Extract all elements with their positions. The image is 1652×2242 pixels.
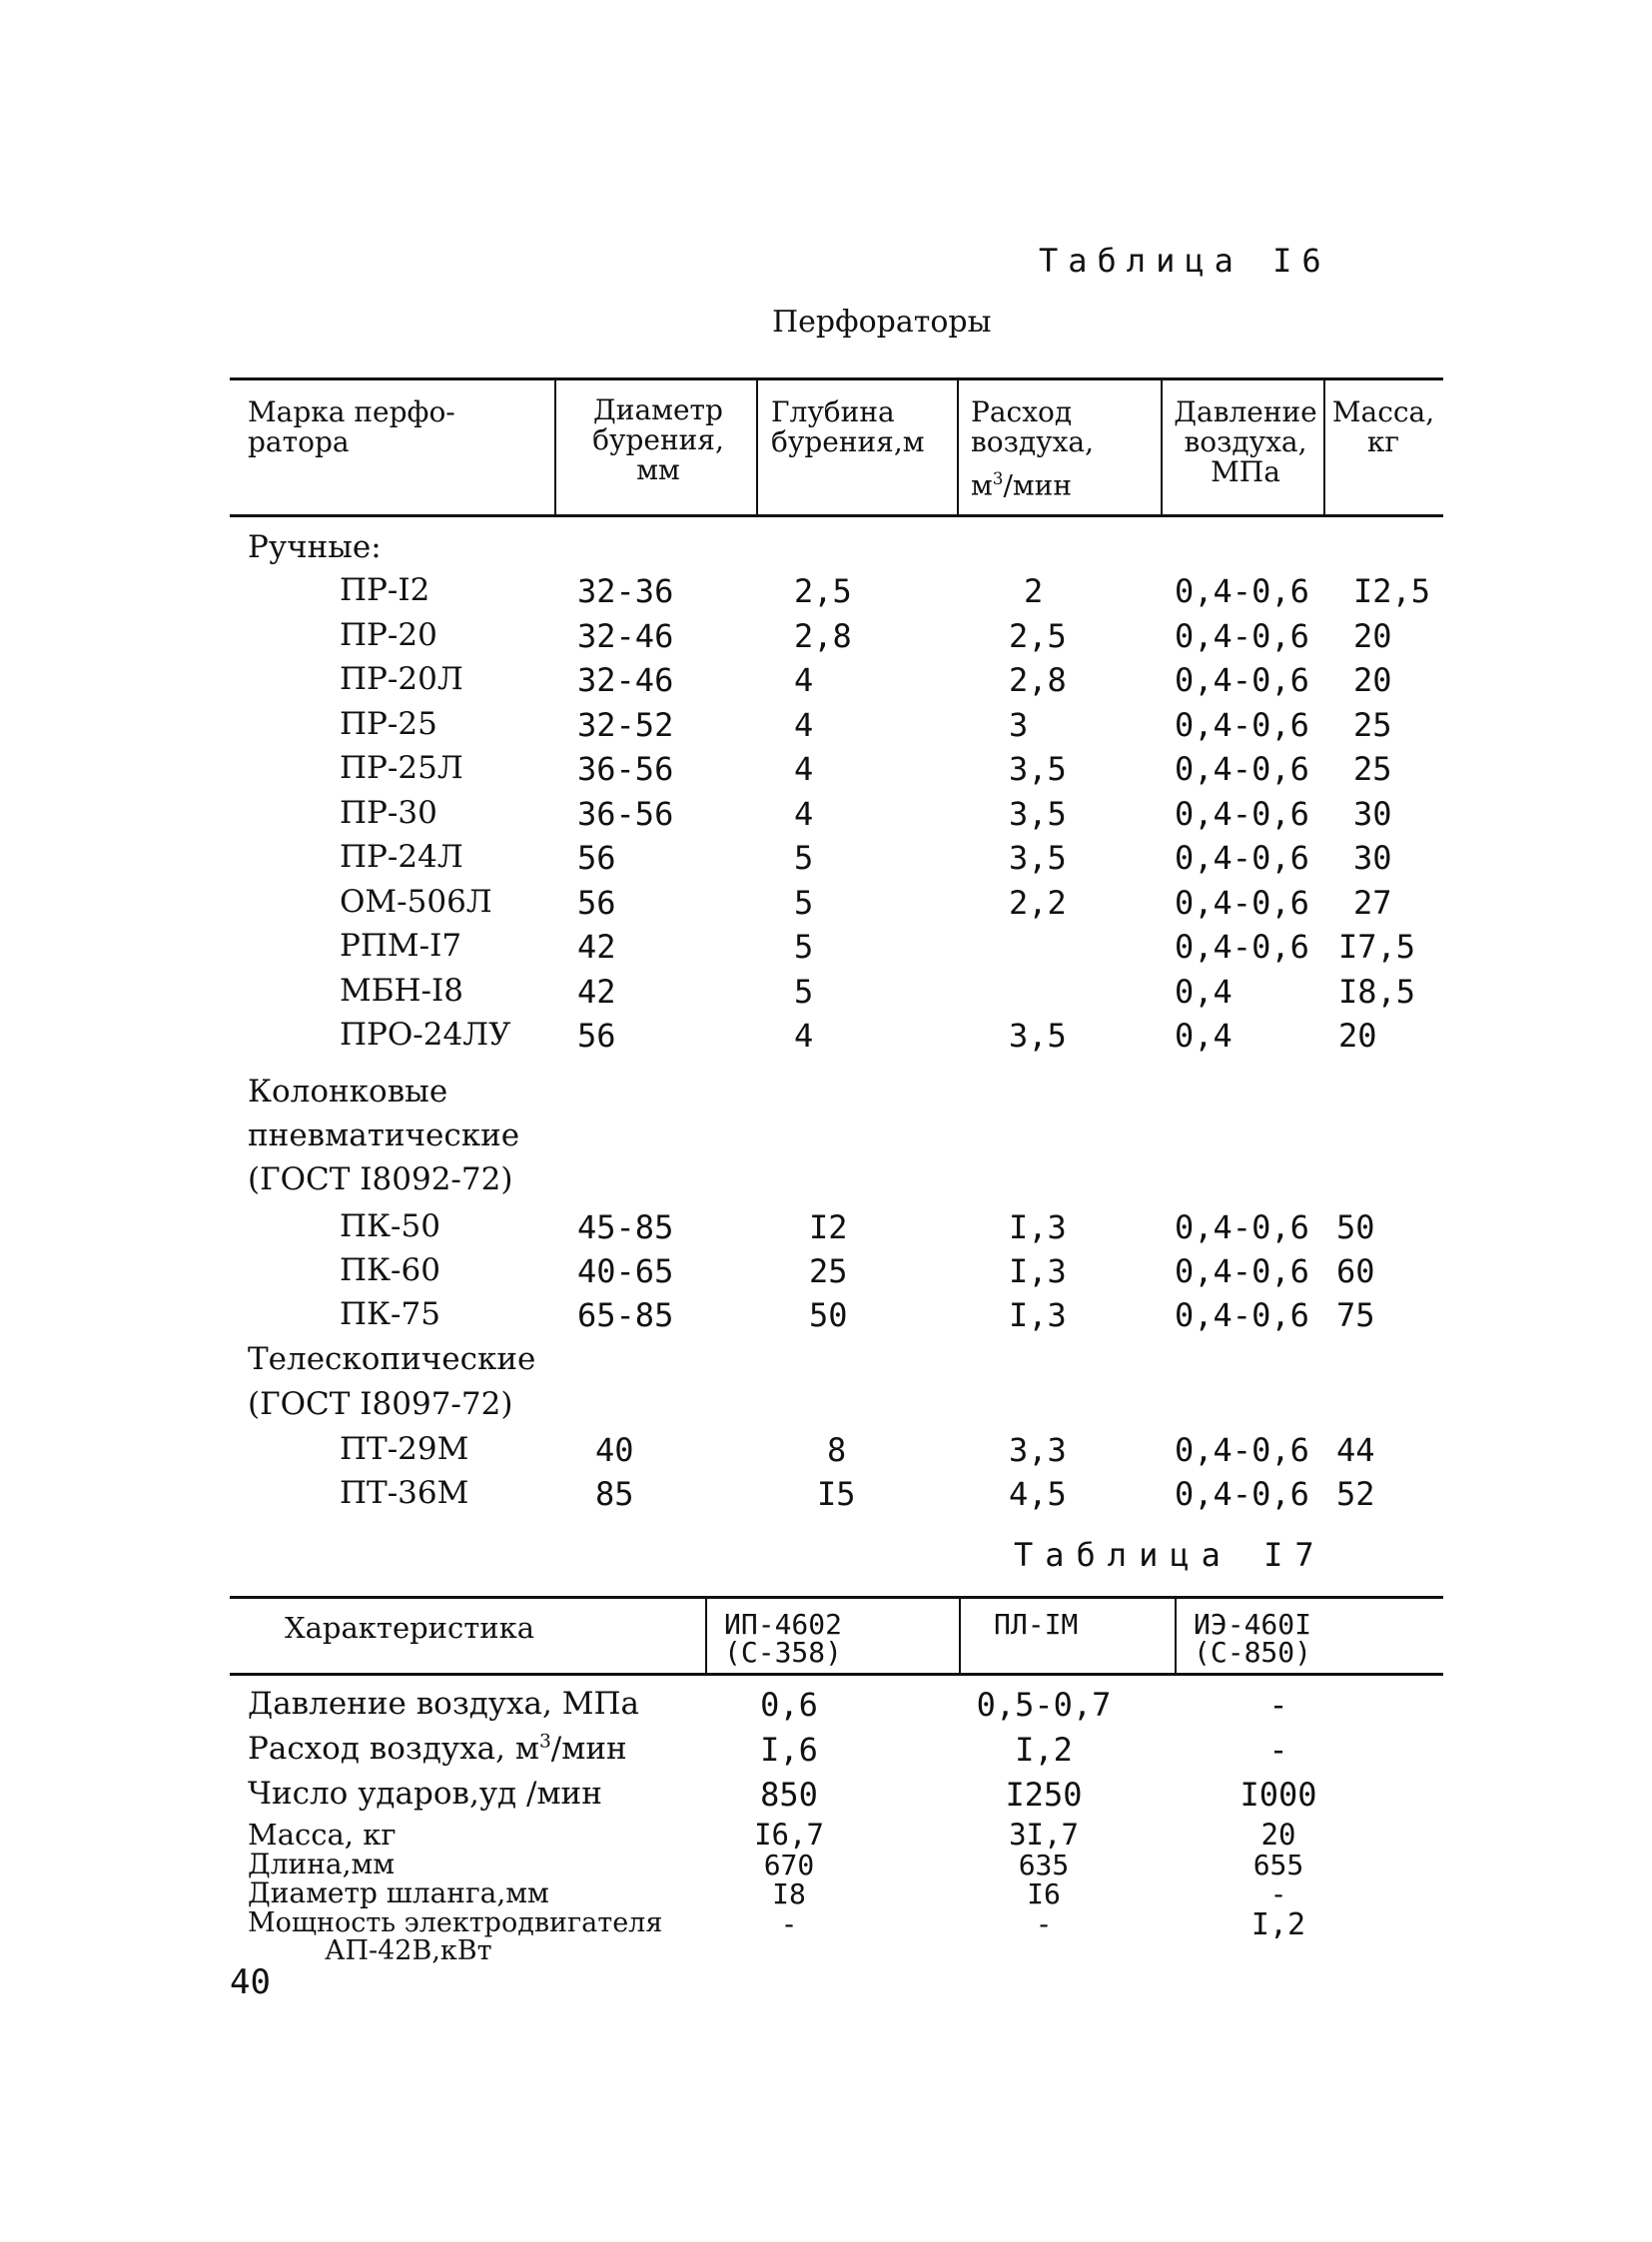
table17-value: 0,6 — [760, 1686, 818, 1724]
pressure-cell: 0,4-0,6 — [1175, 750, 1309, 788]
table16-label: Таблица I6 — [1039, 242, 1331, 280]
diameter-cell: 45-85 — [577, 1208, 674, 1246]
mass-cell: 20 — [1353, 617, 1392, 655]
diameter-cell: 56 — [577, 839, 616, 877]
table17-top-rule — [230, 1596, 1443, 1599]
table17-header-col2: ПЛ-IM — [994, 1608, 1079, 1641]
table17-header-bottom-rule — [230, 1673, 1443, 1676]
table17-value: I000 — [1239, 1776, 1317, 1814]
mass-cell: I2,5 — [1353, 572, 1431, 610]
diameter-cell: 36-56 — [577, 750, 674, 788]
group-title: Телескопические — [248, 1341, 536, 1377]
table17-value: I6 — [1027, 1877, 1061, 1910]
flow-cell: 4,5 — [1009, 1475, 1067, 1513]
mass-cell: 20 — [1353, 661, 1392, 699]
depth-cell: 4 — [794, 661, 814, 699]
table17-value: 670 — [763, 1849, 815, 1881]
model-cell: ПТ-29М — [340, 1431, 469, 1467]
table17-header-characteristic: Характеристика — [285, 1611, 535, 1645]
diameter-cell: 42 — [577, 973, 616, 1011]
mass-cell: 44 — [1336, 1431, 1375, 1469]
diameter-cell: 36-56 — [577, 795, 674, 833]
page-number: 40 — [230, 1962, 271, 2002]
model-cell: ПТ-36М — [340, 1475, 469, 1511]
depth-cell: 4 — [794, 750, 814, 788]
depth-cell: 5 — [794, 884, 814, 922]
pressure-cell: 0,4-0,6 — [1175, 928, 1309, 966]
mass-cell: 27 — [1353, 884, 1392, 922]
mass-cell: 25 — [1353, 750, 1392, 788]
table17-value: I,6 — [760, 1731, 818, 1769]
table17-value: 655 — [1252, 1849, 1304, 1881]
mass-cell: 50 — [1336, 1208, 1375, 1246]
table17-row-label: Масса, кг — [248, 1818, 397, 1852]
mass-cell: 30 — [1353, 795, 1392, 833]
table17-row-label: Мощность электродвигателя — [248, 1907, 663, 1938]
diameter-cell: 40-65 — [577, 1252, 674, 1290]
table17-value: - — [1268, 1731, 1288, 1769]
flow-cell: 3 — [1009, 706, 1029, 744]
table17-row-label: Давление воздуха, МПа — [248, 1686, 639, 1722]
diameter-cell: 85 — [595, 1475, 634, 1513]
flow-cell: 3,5 — [1009, 750, 1067, 788]
pressure-cell: 0,4-0,6 — [1175, 1296, 1309, 1334]
table17-col-divider — [1175, 1598, 1177, 1674]
mass-cell: 30 — [1353, 839, 1392, 877]
pressure-cell: 0,4-0,6 — [1175, 1475, 1309, 1513]
table17-value: - — [1268, 1686, 1288, 1724]
table17-row-label: Диаметр шланга,мм — [248, 1876, 549, 1909]
table17-value: 3I,7 — [1009, 1818, 1079, 1852]
table17-value: I,2 — [1250, 1907, 1306, 1942]
pressure-cell: 0,4-0,6 — [1175, 1431, 1309, 1469]
table16-col-divider — [554, 379, 556, 515]
pressure-cell: 0,4-0,6 — [1175, 1252, 1309, 1290]
header-model: Марка перфо- ратора — [248, 395, 455, 458]
table17-value: - — [1035, 1907, 1053, 1940]
pressure-cell: 0,4-0,6 — [1175, 572, 1309, 610]
pressure-cell: 0,4-0,6 — [1175, 706, 1309, 744]
table16-title: Перфораторы — [772, 305, 992, 340]
flow-cell: 2 — [1024, 572, 1044, 610]
header-air-flow: Расход воздуха, $м^3$/мин — [971, 395, 1094, 502]
depth-cell: 50 — [809, 1296, 848, 1334]
diameter-cell: 32-36 — [577, 572, 674, 610]
flow-cell: 3,5 — [1009, 795, 1067, 833]
mass-cell: I8,5 — [1338, 973, 1416, 1011]
table17-col-divider — [705, 1598, 707, 1674]
mass-cell: 60 — [1336, 1252, 1375, 1290]
table17-row-label: Длина,мм — [248, 1848, 396, 1880]
depth-cell: 5 — [794, 839, 814, 877]
table17-value: I250 — [1005, 1776, 1083, 1814]
flow-cell: 2,2 — [1009, 884, 1067, 922]
model-cell: ПК-75 — [340, 1296, 440, 1332]
flow-cell: 3,5 — [1009, 839, 1067, 877]
pressure-cell: 0,4-0,6 — [1175, 884, 1309, 922]
depth-cell: 4 — [794, 706, 814, 744]
model-cell: РПМ-I7 — [340, 928, 462, 964]
table17-row-label: Расход воздуха, $м^3$/мин — [248, 1731, 627, 1767]
depth-cell: 2,5 — [794, 572, 852, 610]
group-title: Ручные: — [248, 529, 382, 565]
table17-value: - — [1269, 1877, 1287, 1910]
mass-cell: 20 — [1338, 1017, 1377, 1055]
diameter-cell: 32-46 — [577, 617, 674, 655]
depth-cell: 2,8 — [794, 617, 852, 655]
flow-cell: 3,5 — [1009, 1017, 1067, 1055]
table17-value: 0,5-0,7 — [976, 1686, 1112, 1724]
table17-value: 635 — [1018, 1849, 1070, 1881]
group-title: (ГОСТ I8092-72) — [248, 1161, 513, 1197]
table17-value: - — [780, 1907, 798, 1940]
table17-header-col1: ИП-4602 (С-358) — [724, 1608, 843, 1669]
depth-cell: 5 — [794, 928, 814, 966]
depth-cell: 25 — [809, 1252, 848, 1290]
table16-header-bottom-rule — [230, 514, 1443, 517]
header-mass: Масса, кг — [1331, 395, 1435, 458]
model-cell: ПР-20 — [340, 617, 437, 653]
model-cell: ПР-24Л — [340, 839, 463, 875]
diameter-cell: 40 — [595, 1431, 634, 1469]
group-title: (ГОСТ I8097-72) — [248, 1386, 513, 1422]
table17-value: I6,7 — [754, 1818, 824, 1852]
mass-cell: 25 — [1353, 706, 1392, 744]
table17-row-label: АП-42В,кВт — [325, 1935, 492, 1966]
mass-cell: 52 — [1336, 1475, 1375, 1513]
diameter-cell: 32-52 — [577, 706, 674, 744]
depth-cell: 8 — [827, 1431, 847, 1469]
table17-value: 850 — [760, 1776, 818, 1814]
model-cell: ОМ-506Л — [340, 884, 492, 920]
depth-cell: I5 — [817, 1475, 856, 1513]
mass-cell: I7,5 — [1338, 928, 1416, 966]
flow-cell: I,3 — [1009, 1208, 1067, 1246]
pressure-cell: 0,4-0,6 — [1175, 839, 1309, 877]
model-cell: ПР-30 — [340, 795, 437, 831]
pressure-cell: 0,4-0,6 — [1175, 617, 1309, 655]
pressure-cell: 0,4-0,6 — [1175, 1208, 1309, 1246]
table16-top-rule — [230, 377, 1443, 380]
group-title: Колонковые — [248, 1074, 448, 1110]
table16-col-divider — [756, 379, 758, 515]
header-diameter: Диаметр бурения, мм — [592, 393, 724, 486]
model-cell: ПРО-24ЛУ — [340, 1017, 511, 1053]
flow-cell: 2,8 — [1009, 661, 1067, 699]
table17-label: Таблица I7 — [1014, 1536, 1326, 1574]
diameter-cell: 32-46 — [577, 661, 674, 699]
pressure-cell: 0,4-0,6 — [1175, 661, 1309, 699]
table16-col-divider — [1161, 379, 1163, 515]
diameter-cell: 42 — [577, 928, 616, 966]
flow-cell: I,3 — [1009, 1252, 1067, 1290]
table17-value: I8 — [772, 1877, 806, 1910]
table17-header-col3: ИЭ-460I (С-850) — [1194, 1608, 1312, 1669]
flow-cell: 2,5 — [1009, 617, 1067, 655]
table16-col-divider — [1323, 379, 1325, 515]
diameter-cell: 65-85 — [577, 1296, 674, 1334]
diameter-cell: 56 — [577, 884, 616, 922]
header-air-pressure: Давление воздуха, МПа — [1174, 395, 1317, 488]
depth-cell: I2 — [809, 1208, 848, 1246]
depth-cell: 4 — [794, 795, 814, 833]
diameter-cell: 56 — [577, 1017, 616, 1055]
pressure-cell: 0,4-0,6 — [1175, 795, 1309, 833]
mass-cell: 75 — [1336, 1296, 1375, 1334]
group-title: пневматические — [248, 1118, 520, 1153]
model-cell: ПР-25Л — [340, 750, 463, 786]
model-cell: ПР-20Л — [340, 661, 463, 697]
table17-value: I,2 — [1015, 1731, 1073, 1769]
flow-cell: I,3 — [1009, 1296, 1067, 1334]
table17-row-label: Число ударов,уд /мин — [248, 1776, 602, 1812]
table17-value: 20 — [1260, 1818, 1296, 1852]
model-cell: МБН-I8 — [340, 973, 463, 1009]
model-cell: ПР-25 — [340, 706, 437, 742]
model-cell: ПК-60 — [340, 1252, 440, 1288]
header-depth: Глубина бурения,м — [771, 395, 925, 458]
table17-col-divider — [959, 1598, 961, 1674]
pressure-cell: 0,4 — [1175, 973, 1233, 1011]
pressure-cell: 0,4 — [1175, 1017, 1233, 1055]
model-cell: ПР-I2 — [340, 572, 430, 608]
depth-cell: 5 — [794, 973, 814, 1011]
model-cell: ПК-50 — [340, 1208, 440, 1244]
flow-cell: 3,3 — [1009, 1431, 1067, 1469]
depth-cell: 4 — [794, 1017, 814, 1055]
table16-col-divider — [957, 379, 959, 515]
